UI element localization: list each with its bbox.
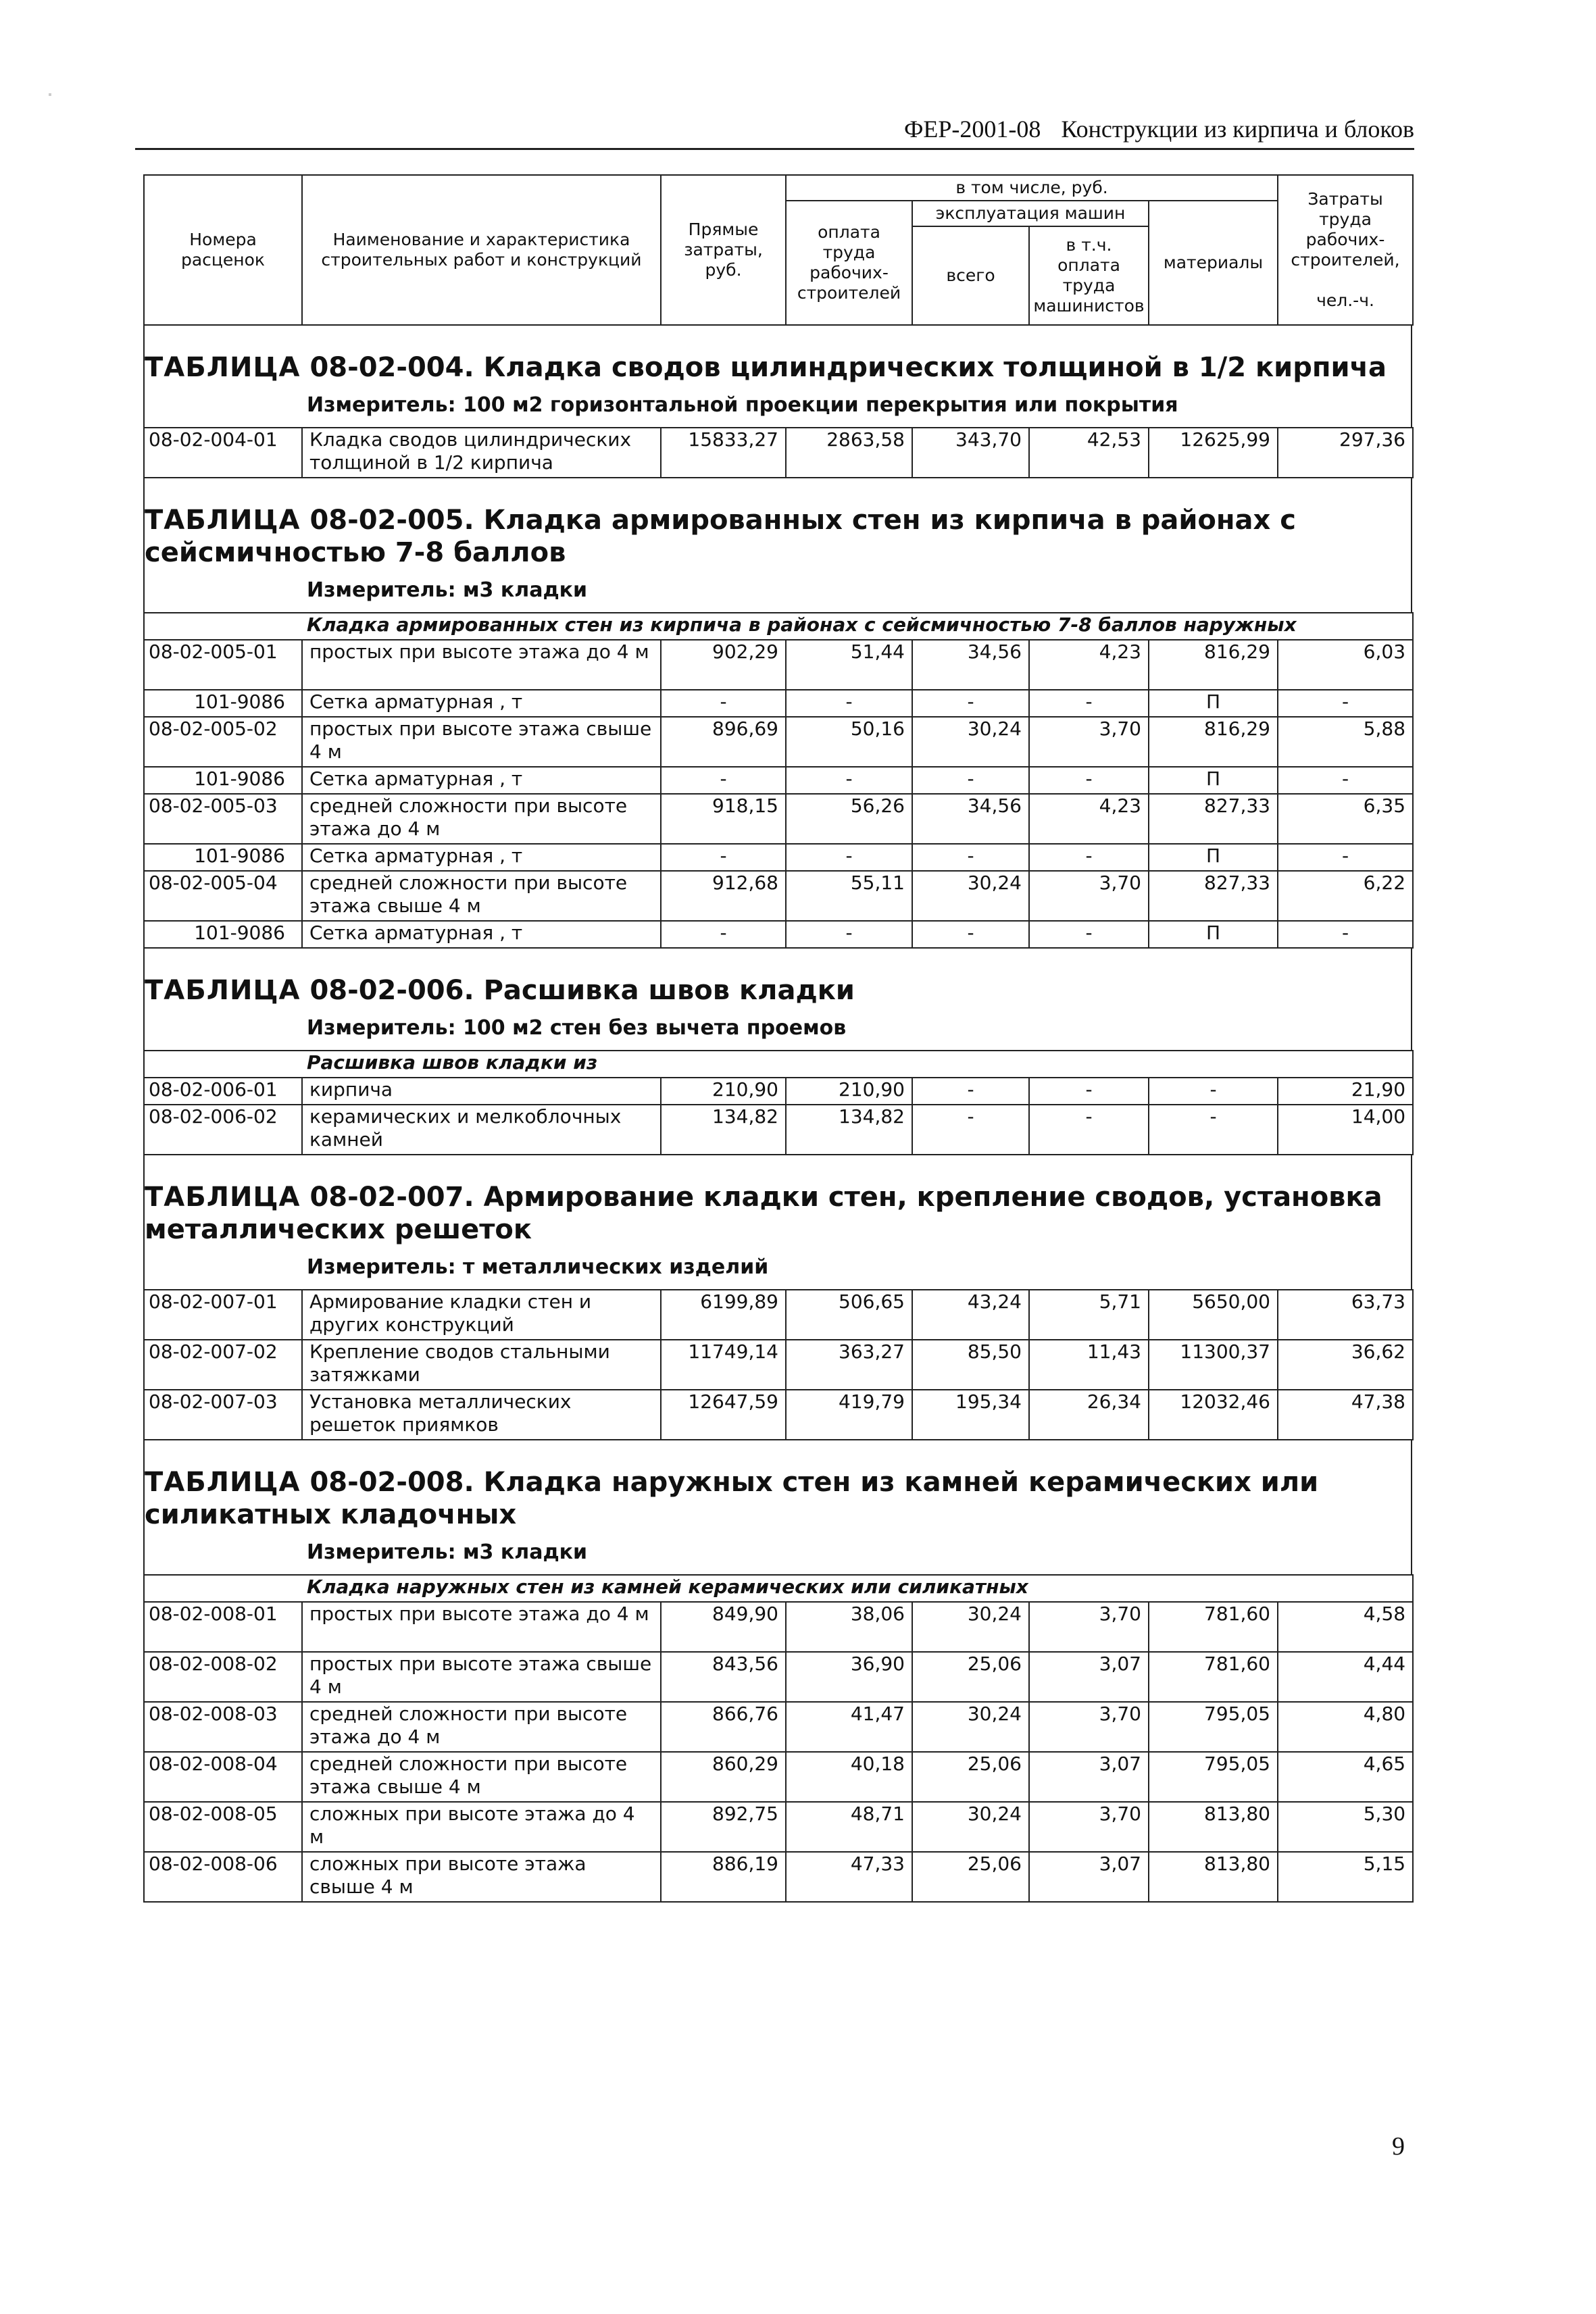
cell-labor: 36,62 — [1278, 1340, 1413, 1390]
cell-machines: 85,50 — [912, 1340, 1029, 1390]
table-label: ТАБЛИЦА — [145, 505, 301, 536]
table-title — [143, 326, 1412, 384]
cell-labor: 14,00 — [1278, 1105, 1413, 1155]
subheading-row — [144, 1051, 1413, 1078]
cell-name: Сетка арматурная , т — [302, 844, 661, 871]
table-row — [144, 921, 1413, 948]
cell-direct: 210,90 — [661, 1078, 786, 1105]
cell-wages: 51,44 — [786, 640, 912, 690]
cell-direct: 918,15 — [661, 794, 786, 844]
cell-materials: 795,05 — [1149, 1752, 1278, 1802]
table-subheading: Расшивка швов кладки из — [144, 1051, 1413, 1078]
cell-machines: - — [912, 767, 1029, 794]
subheading-row — [144, 1575, 1413, 1602]
cell-name: средней сложности при высоте этажа до 4 м — [302, 1702, 661, 1752]
table-label: ТАБЛИЦА — [145, 975, 301, 1006]
cell-wages: 2863,58 — [786, 428, 912, 478]
cell-name: кирпича — [302, 1078, 661, 1105]
cell-materials: 12625,99 — [1149, 428, 1278, 478]
cell-name: Кладка сводов цилиндрических толщиной в 1/2 кирпича — [302, 428, 661, 478]
table-row — [144, 1078, 1413, 1105]
norm-table-08-02-006 — [143, 949, 1412, 1155]
col-direct-header: Прямые затраты, руб. — [661, 175, 786, 325]
cell-machines: 34,56 — [912, 794, 1029, 844]
cell-name: Установка металлических решеток приямков — [302, 1390, 661, 1440]
cell-direct: 886,19 — [661, 1852, 786, 1902]
cell-labor: - — [1278, 690, 1413, 717]
cell-wages: 210,90 — [786, 1078, 912, 1105]
table-number: 08-02-005. — [309, 505, 474, 536]
cell-machines: 34,56 — [912, 640, 1029, 690]
cell-code: 08-02-007-03 — [144, 1390, 302, 1440]
cell-labor: 6,35 — [1278, 794, 1413, 844]
cell-machines-wages: 3,70 — [1029, 717, 1149, 767]
cell-labor: 4,65 — [1278, 1752, 1413, 1802]
norm-table-08-02-008 — [143, 1440, 1412, 1903]
cell-wages: 363,27 — [786, 1340, 912, 1390]
col-machines-header: эксплуатация машин — [912, 201, 1149, 226]
table-number: 08-02-006. — [309, 975, 474, 1006]
col-machines-wages-header: в т.ч. оплата труда машинистов — [1029, 226, 1149, 325]
cell-machines-wages: 3,70 — [1029, 1702, 1149, 1752]
cell-machines: 30,24 — [912, 871, 1029, 921]
table-row — [144, 1802, 1413, 1852]
cell-machines: - — [912, 1105, 1029, 1155]
cell-materials: 11300,37 — [1149, 1340, 1278, 1390]
col-code-header: Номера расценок — [144, 175, 302, 325]
table-meter: Измеритель: т металлических изделий — [143, 1246, 1412, 1289]
cell-wages: 134,82 — [786, 1105, 912, 1155]
table-row — [144, 1652, 1413, 1702]
cell-name: керамических и мелкоблочных камней — [302, 1105, 661, 1155]
cell-labor: - — [1278, 844, 1413, 871]
cell-direct: 902,29 — [661, 640, 786, 690]
col-labor-title: Затраты труда рабочих-строителей, — [1291, 189, 1400, 270]
cell-machines-wages: - — [1029, 767, 1149, 794]
cell-machines: - — [912, 1078, 1029, 1105]
table-row — [144, 1752, 1413, 1802]
table-row — [144, 1702, 1413, 1752]
scan-speck — [49, 93, 51, 96]
cell-direct: 860,29 — [661, 1752, 786, 1802]
table-title — [143, 478, 1412, 569]
table-row — [144, 640, 1413, 690]
cell-materials: 827,33 — [1149, 794, 1278, 844]
table-row — [144, 1290, 1413, 1340]
table-row — [144, 428, 1413, 478]
cell-materials: П — [1149, 690, 1278, 717]
table-row — [144, 1105, 1413, 1155]
cell-wages: 55,11 — [786, 871, 912, 921]
cell-machines-wages: 11,43 — [1029, 1340, 1149, 1390]
cell-materials: 795,05 — [1149, 1702, 1278, 1752]
table-row — [144, 1390, 1413, 1440]
cell-machines: - — [912, 844, 1029, 871]
cell-materials: 827,33 — [1149, 871, 1278, 921]
cell-wages: 47,33 — [786, 1852, 912, 1902]
norm-table-08-02-004 — [143, 326, 1412, 478]
cell-machines: - — [912, 921, 1029, 948]
table-label: ТАБЛИЦА — [145, 1467, 301, 1498]
cell-code: 08-02-008-03 — [144, 1702, 302, 1752]
col-materials-header: материалы — [1149, 201, 1278, 325]
table-row — [144, 767, 1413, 794]
cell-direct: 896,69 — [661, 717, 786, 767]
cell-wages: - — [786, 767, 912, 794]
cell-machines-wages: 5,71 — [1029, 1290, 1149, 1340]
cell-code: 101-9086 — [144, 690, 302, 717]
table-meter: Измеритель: м3 кладки — [143, 569, 1412, 612]
cell-code: 08-02-006-02 — [144, 1105, 302, 1155]
table-meter: Измеритель: м3 кладки — [143, 1531, 1412, 1574]
cell-wages: 419,79 — [786, 1390, 912, 1440]
table-title-text: Расшивка швов кладки — [483, 975, 855, 1006]
cell-labor: 63,73 — [1278, 1290, 1413, 1340]
cell-labor: 6,03 — [1278, 640, 1413, 690]
norm-table-08-02-005 — [143, 478, 1412, 949]
cell-machines-wages: 3,70 — [1029, 1802, 1149, 1852]
header-title: Конструкции из кирпича и блоков — [1061, 116, 1414, 143]
cell-direct: 134,82 — [661, 1105, 786, 1155]
cell-materials: П — [1149, 921, 1278, 948]
cell-code: 08-02-008-05 — [144, 1802, 302, 1852]
cell-code: 08-02-005-01 — [144, 640, 302, 690]
cell-materials: 813,80 — [1149, 1852, 1278, 1902]
subheading-row — [144, 613, 1413, 640]
cell-name: простых при высоте этажа до 4 м — [302, 640, 661, 690]
cell-materials: 781,60 — [1149, 1602, 1278, 1652]
table-row — [144, 871, 1413, 921]
cell-wages: 36,90 — [786, 1652, 912, 1702]
table-number: 08-02-008. — [309, 1467, 474, 1498]
cell-materials: П — [1149, 844, 1278, 871]
cell-code: 08-02-005-02 — [144, 717, 302, 767]
table-title-text: Кладка сводов цилиндрических толщиной в 1/2 кирпича — [483, 352, 1387, 383]
table-subheading: Кладка армированных стен из кирпича в районах с сейсмичностью 7-8 баллов наружных — [144, 613, 1413, 640]
cell-machines: 43,24 — [912, 1290, 1029, 1340]
cell-name: простых при высоте этажа до 4 м — [302, 1602, 661, 1652]
cell-wages: 40,18 — [786, 1752, 912, 1802]
cell-name: простых при высоте этажа свыше 4 м — [302, 1652, 661, 1702]
cell-code: 101-9086 — [144, 844, 302, 871]
cell-direct: 892,75 — [661, 1802, 786, 1852]
cell-wages: 56,26 — [786, 794, 912, 844]
cell-name: Армирование кладки стен и других конструкций — [302, 1290, 661, 1340]
table-title — [143, 1440, 1412, 1531]
table-number: 08-02-004. — [309, 352, 474, 383]
cell-name: Сетка арматурная , т — [302, 767, 661, 794]
table-title — [143, 1155, 1412, 1246]
table-body — [143, 1574, 1414, 1903]
cell-name: сложных при высоте этажа до 4 м — [302, 1802, 661, 1852]
cell-name: Крепление сводов стальными затяжками — [302, 1340, 661, 1390]
cell-name: сложных при высоте этажа свыше 4 м — [302, 1852, 661, 1902]
cell-direct: - — [661, 844, 786, 871]
cell-machines-wages: 3,70 — [1029, 871, 1149, 921]
col-labor-unit: чел.-ч. — [1316, 291, 1374, 310]
cell-wages: 506,65 — [786, 1290, 912, 1340]
cell-name: средней сложности при высоте этажа до 4 м — [302, 794, 661, 844]
cell-machines-wages: 26,34 — [1029, 1390, 1149, 1440]
norm-table-08-02-007 — [143, 1155, 1412, 1440]
cell-machines-wages: 42,53 — [1029, 428, 1149, 478]
table-rows — [144, 1290, 1413, 1440]
cell-labor: 5,15 — [1278, 1852, 1413, 1902]
cell-wages: 38,06 — [786, 1602, 912, 1652]
cell-code: 101-9086 — [144, 767, 302, 794]
cell-direct: - — [661, 767, 786, 794]
cell-direct: 866,76 — [661, 1702, 786, 1752]
cell-materials: 813,80 — [1149, 1802, 1278, 1852]
cell-machines-wages: 3,07 — [1029, 1852, 1149, 1902]
cell-labor: 5,88 — [1278, 717, 1413, 767]
cell-machines-wages: 3,07 — [1029, 1652, 1149, 1702]
table-row — [144, 794, 1413, 844]
table-row — [144, 1340, 1413, 1390]
table-label: ТАБЛИЦА — [145, 352, 301, 383]
cell-wages: 41,47 — [786, 1702, 912, 1752]
table-rows — [144, 613, 1413, 948]
table-title — [143, 949, 1412, 1007]
cell-machines-wages: 4,23 — [1029, 794, 1149, 844]
table-meter: Измеритель: 100 м2 горизонтальной проекции перекрытия или покрытия — [143, 384, 1412, 427]
column-header-table — [143, 174, 1414, 326]
table-rows — [144, 428, 1413, 478]
cell-labor: 297,36 — [1278, 428, 1413, 478]
cell-code: 08-02-008-01 — [144, 1602, 302, 1652]
cell-machines-wages: - — [1029, 844, 1149, 871]
cell-wages: - — [786, 921, 912, 948]
cell-wages: - — [786, 844, 912, 871]
cell-labor: 47,38 — [1278, 1390, 1413, 1440]
cell-labor: - — [1278, 767, 1413, 794]
cell-machines-wages: 4,23 — [1029, 640, 1149, 690]
cell-name: средней сложности при высоте этажа свыше 4 м — [302, 1752, 661, 1802]
table-row — [144, 717, 1413, 767]
cell-materials: 5650,00 — [1149, 1290, 1278, 1340]
col-incl-header: в том числе, руб. — [786, 175, 1278, 201]
table-row — [144, 1602, 1413, 1652]
cell-machines: - — [912, 690, 1029, 717]
cell-materials: П — [1149, 767, 1278, 794]
table-body — [143, 1050, 1414, 1155]
table-row — [144, 844, 1413, 871]
table-rows — [144, 1051, 1413, 1155]
cell-direct: 12647,59 — [661, 1390, 786, 1440]
cell-materials: 781,60 — [1149, 1652, 1278, 1702]
cell-labor: 4,58 — [1278, 1602, 1413, 1652]
cell-machines: 195,34 — [912, 1390, 1029, 1440]
cell-name: простых при высоте этажа свыше 4 м — [302, 717, 661, 767]
col-labor-header — [1278, 175, 1413, 325]
cell-code: 08-02-005-03 — [144, 794, 302, 844]
cell-machines: 25,06 — [912, 1652, 1029, 1702]
col-name-header: Наименование и характеристика строительных работ и конструкций — [302, 175, 661, 325]
table-rows — [144, 1575, 1413, 1902]
table-title-text: Кладка армированных стен из кирпича в районах с сейсмичностью 7-8 баллов — [145, 505, 1296, 568]
cell-direct: 912,68 — [661, 871, 786, 921]
col-machines-total-header: всего — [912, 226, 1029, 325]
table-number: 08-02-007. — [309, 1182, 474, 1213]
cell-machines-wages: 3,07 — [1029, 1752, 1149, 1802]
cell-direct: 843,56 — [661, 1652, 786, 1702]
running-header — [135, 110, 1414, 150]
cell-machines-wages: - — [1029, 690, 1149, 717]
cell-name: средней сложности при высоте этажа свыше 4 м — [302, 871, 661, 921]
cell-direct: 6199,89 — [661, 1290, 786, 1340]
cell-direct: - — [661, 690, 786, 717]
cell-machines: 30,24 — [912, 1702, 1029, 1752]
cell-machines-wages: - — [1029, 1105, 1149, 1155]
cell-machines-wages: - — [1029, 921, 1149, 948]
table-row — [144, 690, 1413, 717]
cell-materials: 816,29 — [1149, 717, 1278, 767]
cell-machines: 343,70 — [912, 428, 1029, 478]
cell-code: 08-02-008-02 — [144, 1652, 302, 1702]
cell-machines: 30,24 — [912, 1802, 1029, 1852]
cell-labor: 4,44 — [1278, 1652, 1413, 1702]
cell-code: 08-02-005-04 — [144, 871, 302, 921]
cell-code: 08-02-008-06 — [144, 1852, 302, 1902]
header-code: ФЕР-2001-08 — [903, 116, 1041, 143]
cell-machines: 30,24 — [912, 1602, 1029, 1652]
table-body — [143, 427, 1414, 478]
cell-code: 08-02-004-01 — [144, 428, 302, 478]
price-sheet — [143, 174, 1412, 1903]
cell-machines-wages: - — [1029, 1078, 1149, 1105]
cell-labor: 5,30 — [1278, 1802, 1413, 1852]
cell-materials: 12032,46 — [1149, 1390, 1278, 1440]
table-title-text: Кладка наружных стен из камней керамических или силикатных кладочных — [145, 1467, 1319, 1530]
cell-machines: 25,06 — [912, 1852, 1029, 1902]
cell-labor: 6,22 — [1278, 871, 1413, 921]
cell-direct: - — [661, 921, 786, 948]
cell-code: 101-9086 — [144, 921, 302, 948]
cell-materials: - — [1149, 1105, 1278, 1155]
cell-materials: - — [1149, 1078, 1278, 1105]
cell-code: 08-02-007-02 — [144, 1340, 302, 1390]
col-wages-header: оплата труда рабочих-строителей — [786, 201, 912, 325]
table-body — [143, 612, 1414, 949]
cell-machines: 30,24 — [912, 717, 1029, 767]
cell-machines: 25,06 — [912, 1752, 1029, 1802]
cell-code: 08-02-006-01 — [144, 1078, 302, 1105]
cell-machines-wages: 3,70 — [1029, 1602, 1149, 1652]
cell-name: Сетка арматурная , т — [302, 690, 661, 717]
table-body — [143, 1289, 1414, 1440]
cell-direct: 11749,14 — [661, 1340, 786, 1390]
cell-labor: 4,80 — [1278, 1702, 1413, 1752]
table-title-text: Армирование кладки стен, крепление сводов, установка металлических решеток — [145, 1182, 1382, 1245]
table-label: ТАБЛИЦА — [145, 1182, 301, 1213]
cell-labor: - — [1278, 921, 1413, 948]
cell-wages: 48,71 — [786, 1802, 912, 1852]
tables-container — [143, 326, 1412, 1903]
cell-wages: 50,16 — [786, 717, 912, 767]
cell-name: Сетка арматурная , т — [302, 921, 661, 948]
table-meter: Измеритель: 100 м2 стен без вычета проемов — [143, 1007, 1412, 1050]
cell-materials: 816,29 — [1149, 640, 1278, 690]
table-row — [144, 1852, 1413, 1902]
cell-direct: 15833,27 — [661, 428, 786, 478]
cell-wages: - — [786, 690, 912, 717]
cell-code: 08-02-007-01 — [144, 1290, 302, 1340]
cell-code: 08-02-008-04 — [144, 1752, 302, 1802]
table-subheading: Кладка наружных стен из камней керамических или силикатных — [144, 1575, 1413, 1602]
page-number: 9 — [1392, 2132, 1405, 2161]
cell-labor: 21,90 — [1278, 1078, 1413, 1105]
cell-direct: 849,90 — [661, 1602, 786, 1652]
